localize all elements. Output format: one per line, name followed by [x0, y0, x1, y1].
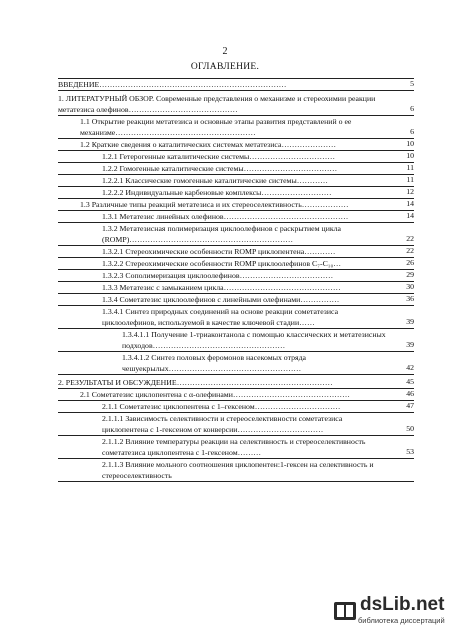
toc-entry-title: 1.3.1 Метатезис линейных олефинов [102, 212, 224, 221]
toc-entry-page: 10 [406, 139, 414, 148]
toc-entry-leader: …………… [300, 295, 340, 304]
watermark-subtitle: библиотека диссертаций [358, 616, 445, 625]
toc-entry-leader: ……………… [301, 200, 349, 209]
toc-entry-leader: ……………………………… [239, 271, 334, 280]
toc-entry-title: ВВЕДЕНИЕ [58, 80, 100, 89]
toc-entry-leader: …………………………………………… [152, 341, 286, 350]
toc-entry-title: 1.3.4.1 Синтез природных соединений на основе реакции сометатезиса циклоолефинов, используемой в качестве ключевой стадии [102, 307, 339, 327]
toc-entry-title: 1.2.2 Гомогенные каталитические системы [102, 164, 244, 173]
toc-entry-page: 22 [406, 234, 414, 243]
toc-entry-leader: ……………………………………………… [115, 128, 256, 137]
page-title: ОГЛАВЛЕНИЕ. [190, 62, 260, 72]
toc-entry-title: 1.3.2.1 Стереохимические особенности ROMP циклопентена [102, 247, 305, 256]
toc-entry-page: 39 [406, 340, 414, 349]
toc-entry-leader: … [333, 259, 342, 268]
toc-entry-page: 5 [410, 79, 414, 88]
toc-entry-page: 39 [406, 317, 414, 326]
toc-entry-leader: ……………………………… [243, 164, 338, 173]
toc-entry-title: 1.3.4 Сометатезис циклоолефинов с линейными олефинами [102, 295, 301, 304]
toc-entry-page: 6 [410, 127, 414, 136]
toc-entry-page: 22 [406, 246, 414, 255]
toc-entry-page: 30 [406, 282, 414, 291]
toc-entry-leader: ………………………………………… [223, 212, 349, 221]
toc-entry [58, 79, 414, 91]
toc-entry [58, 282, 414, 294]
toc-entry [58, 163, 414, 175]
toc-entry-leader: ……………………………………… [223, 283, 341, 292]
toc-entry-page: 50 [406, 424, 414, 433]
toc-entry-title: 1.3.2 Метатезисная полимеризация циклоолефинов с раскрытием цикла (ROMP) [102, 224, 342, 244]
toc-entry-page: 6 [410, 104, 414, 113]
toc-entry [58, 199, 414, 211]
toc-entry-title: 1.3.3 Метатезис с замыканием цикла [102, 283, 224, 292]
toc-entry-page: 46 [406, 389, 414, 398]
table-of-contents [58, 78, 414, 482]
toc-entry-page: 53 [406, 447, 414, 456]
toc-entry-page: 14 [406, 199, 414, 208]
toc-entry-page: 36 [406, 294, 414, 303]
toc-entry-title: 1.3.2.3 Сополимеризация циклоолефинов [102, 271, 240, 280]
toc-entry [58, 413, 414, 436]
toc-entry [58, 306, 414, 329]
toc-entry [58, 389, 414, 401]
toc-entry [58, 116, 414, 139]
toc-entry-leader: …………………………………………………… [176, 378, 333, 387]
toc-entry [58, 223, 414, 246]
toc-entry-page: 10 [406, 151, 414, 160]
toc-entry-leader: …………………………… [254, 402, 341, 411]
toc-entry-title: 2.1.1.3 Влияние мольного соотношения циклопентен:1-гексен на селективность и стереоселективность [102, 460, 374, 480]
toc-entry-title: 1.2.1 Гетерогенные каталитические системы [102, 152, 250, 161]
watermark-name: dsLib.net [360, 594, 445, 615]
toc-entry [58, 151, 414, 163]
toc-entry-title: 1.3.2.2 Стереохимические особенности ROMP циклоолефинов C₇-C₁₀ [102, 259, 334, 268]
toc-entry-title: 1.3.4.1.2 Синтез половых феромонов насекомых отряда чешуекрылых [122, 353, 307, 373]
toc-entry-leader: ……… [237, 448, 262, 457]
toc-entry [58, 352, 414, 375]
toc-entry [58, 91, 414, 116]
toc-entry-title: 1.1 Открытие реакции метатезиса и основные этапы развития представлений о ее механизме [80, 117, 352, 137]
toc-entry-leader: …………………………… [249, 152, 336, 161]
toc-entry-page: 12 [406, 187, 414, 196]
toc-entry [58, 175, 414, 187]
toc-entry-page: 42 [406, 363, 414, 372]
toc-entry-leader: …………………………………………… [168, 364, 302, 373]
toc-entry-title: 2.1.1 Сометатезис циклопентена с 1–гексеном [102, 402, 255, 411]
toc-entry-leader: ……………………………………… [232, 390, 350, 399]
book-icon [332, 598, 358, 624]
toc-entry-page: 45 [406, 377, 414, 386]
toc-entry [58, 187, 414, 199]
toc-entry-title: 2.1.1.2 Влияние температуры реакции на селективность и стереоселективность сометатезиса циклопентена с 1-гексеном [102, 437, 366, 457]
toc-entry-page: 11 [406, 175, 414, 184]
toc-entry-page: 26 [406, 258, 414, 267]
toc-entry-page: 29 [406, 270, 414, 279]
toc-entry-page: 47 [406, 401, 414, 410]
toc-entry [58, 329, 414, 352]
toc-entry-title: 1.2.2.1 Классические гомогенные каталитические системы [102, 176, 297, 185]
toc-entry-title: 1. ЛИТЕРАТУРНЫЙ ОБЗОР. Современные представления о механизме и стереохимии реакции метатезиса олефинов [58, 94, 376, 114]
toc-entry-leader: ……………………………………………………… [129, 235, 294, 244]
toc-entry-leader: ………… [296, 176, 328, 185]
toc-entry-page: 14 [406, 211, 414, 220]
toc-entry-title: 2.1 Сометатезис циклопентена с α-олефинами [80, 390, 233, 399]
toc-entry [58, 436, 414, 459]
toc-entry [58, 139, 414, 151]
toc-entry-leader: ……………………… [261, 188, 332, 197]
toc-entry-title: 1.3 Различные типы реакций метатезиса и их стереоселективность [80, 200, 302, 209]
toc-entry-leader: …………………………………… [128, 105, 238, 114]
toc-entry-leader: …………………………… [237, 425, 324, 434]
toc-entry-title: 1.3.4.1.1 Получение 1-триаконтанола с помощью классических и метатезисных подходов [122, 330, 386, 350]
toc-entry-leader: ………………… [281, 140, 337, 149]
toc-entry [58, 258, 414, 270]
toc-entry [58, 211, 414, 223]
toc-entry-title: 1.2 Краткие сведения о каталитических системах метатезиса [80, 140, 282, 149]
toc-entry-title: 1.2.2.2 Индивидуальные карбеновые комплексы [102, 188, 262, 197]
toc-entry-leader: ………… [304, 247, 336, 256]
toc-entry-leader: ……………………………………………………………… [99, 80, 287, 89]
toc-entry [58, 246, 414, 258]
toc-entry-leader: …… [299, 318, 315, 327]
toc-entry [58, 459, 414, 482]
toc-entry [58, 401, 414, 413]
toc-entry-title: 2. РЕЗУЛЬТАТЫ И ОБСУЖДЕНИЕ [58, 378, 177, 387]
site-watermark [332, 592, 445, 630]
toc-entry [58, 270, 414, 282]
page-number: 2 [222, 46, 228, 57]
toc-entry-title: 2.1.1.1 Зависимость селективности и стереоселективности сометатезиса циклопентена с 1-гексеном от конверсии [102, 414, 343, 434]
toc-entry [58, 375, 414, 389]
toc-entry-page: 11 [406, 163, 414, 172]
toc-entry [58, 294, 414, 306]
